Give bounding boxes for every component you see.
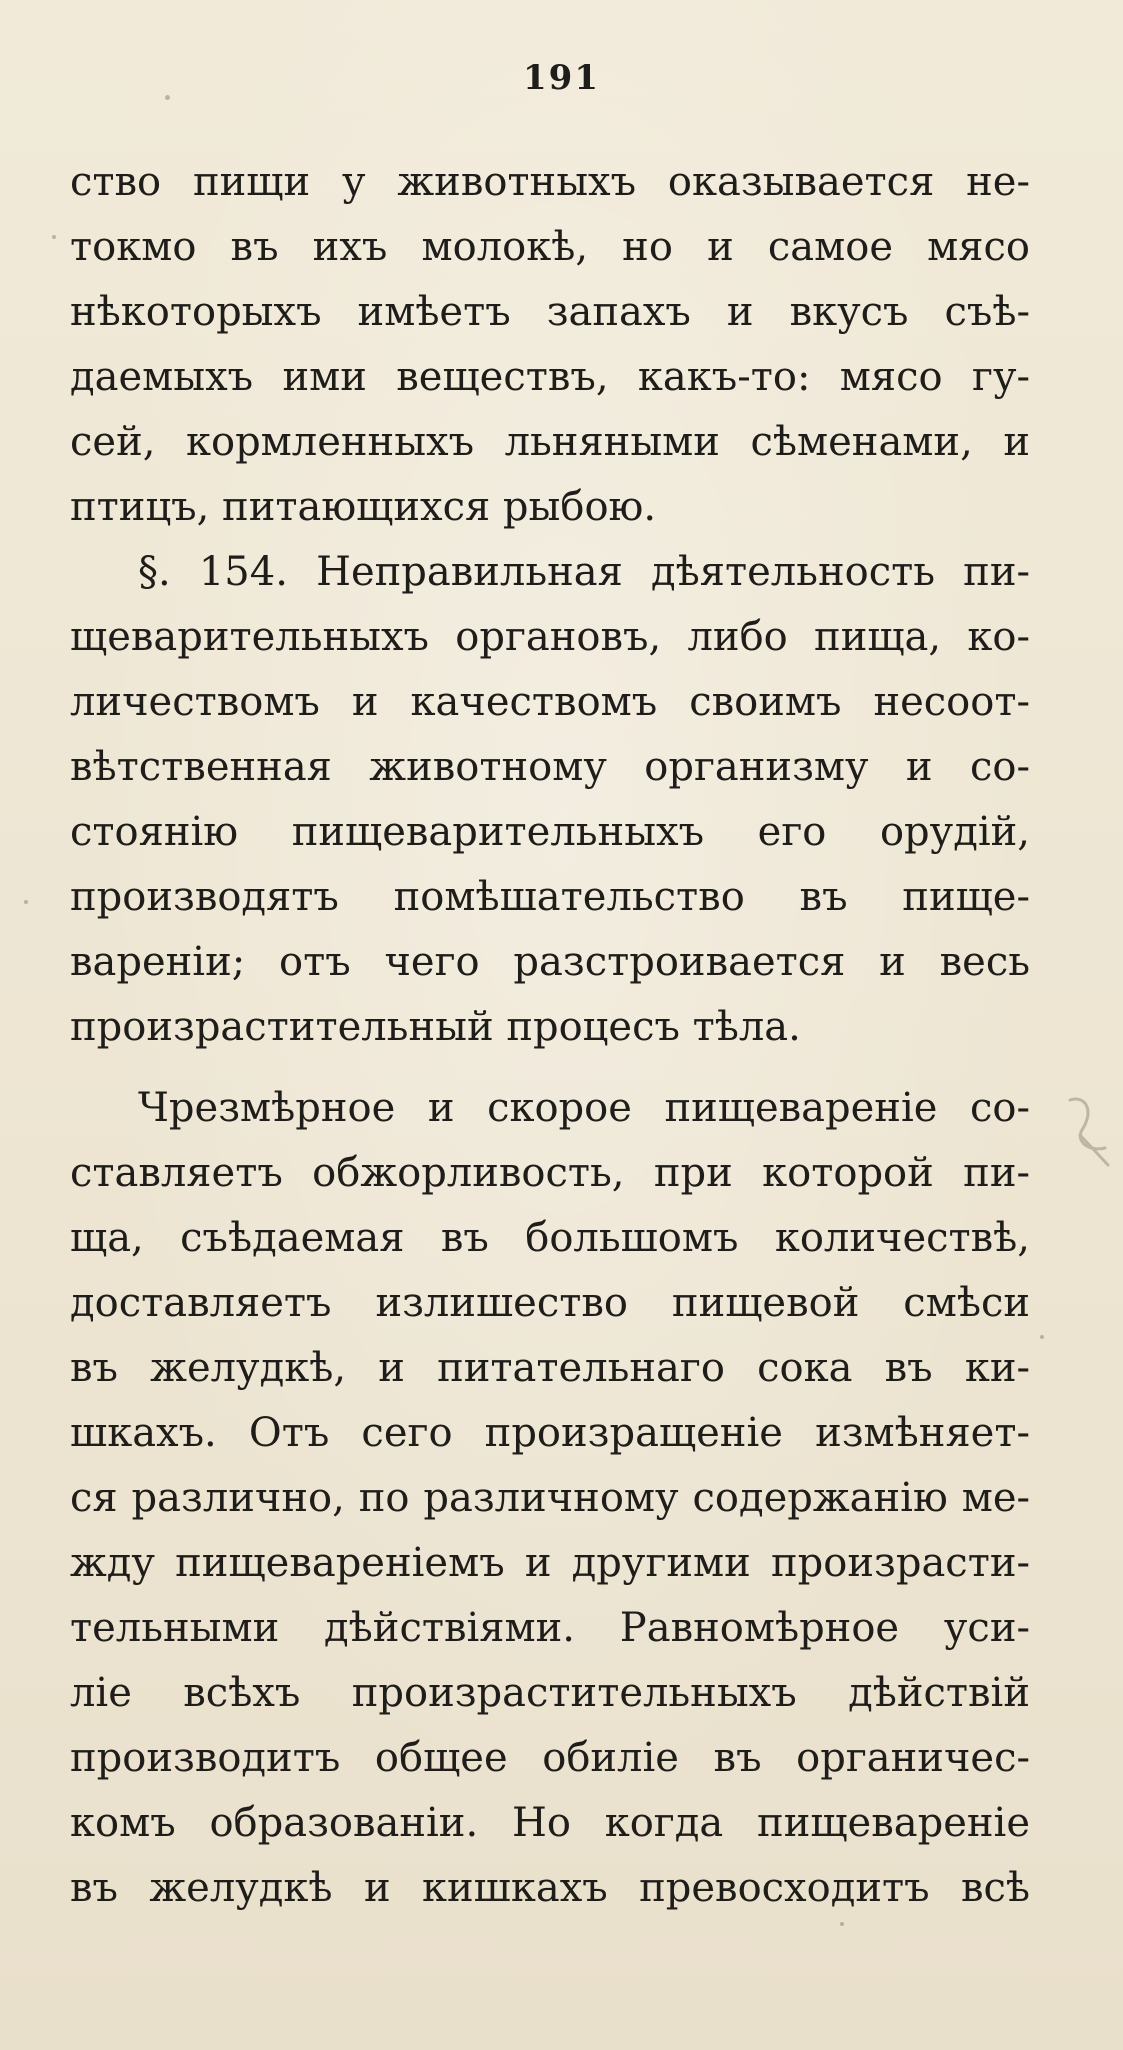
line-text: стоянію пищеварительныхъ его орудій, [70, 809, 1030, 855]
margin-pencil-mark-icon [1060, 1090, 1115, 1180]
text-line [70, 280, 1030, 345]
line-text: сей, кормленныхъ льняными сѣменами, и [70, 419, 1030, 465]
text-line [70, 1336, 1030, 1401]
text-line [70, 215, 1030, 280]
paragraph-1 [70, 150, 1030, 540]
line-text: нѣкоторыхъ имѣетъ запахъ и вкусъ съѣ- [70, 289, 1030, 335]
text-line [70, 1271, 1030, 1336]
text-line [70, 1856, 1030, 1921]
text-line [70, 1661, 1030, 1726]
line-text: жду пищевареніемъ и другими произрасти- [70, 1540, 1030, 1586]
page-number: 191 [523, 58, 600, 98]
line-text: щеварительныхъ органовъ, либо пища, ко- [70, 614, 1030, 660]
line-text: Чрезмѣрное и скорое пищевареніе со- [138, 1085, 1030, 1131]
text-line [70, 1401, 1030, 1466]
line-text: §. 154. Неправильная дѣятельность пи- [138, 549, 1030, 595]
line-text: вареніи; отъ чего разстроивается и весь [70, 939, 1030, 985]
text-line [70, 410, 1030, 475]
text-line [70, 1141, 1030, 1206]
text-line [70, 995, 1030, 1060]
text-line [70, 735, 1030, 800]
text-line [70, 1596, 1030, 1661]
text-line [70, 1791, 1030, 1856]
paper-speck [165, 95, 170, 100]
line-text: комъ образованіи. Но когда пищевареніе [70, 1800, 1030, 1846]
line-text: даемыхъ ими веществъ, какъ-то: мясо гу- [70, 354, 1030, 400]
line-text: личествомъ и качествомъ своимъ несоот- [70, 679, 1030, 725]
paragraph-3 [70, 1076, 1030, 1921]
line-text: въ желудкѣ, и питательнаго сока въ ки- [70, 1345, 1030, 1391]
text-line [70, 1206, 1030, 1271]
text-line [70, 1076, 1030, 1141]
paper-speck [24, 900, 28, 904]
line-text: произрастительный процесъ тѣла. [70, 1004, 801, 1050]
line-text: производятъ помѣшательство въ пище- [70, 874, 1030, 920]
line-text: доставляетъ излишество пищевой смѣси [70, 1280, 1030, 1326]
text-line [70, 1466, 1030, 1531]
line-text: производитъ общее обиліе въ органичес- [70, 1735, 1030, 1781]
text-line [70, 540, 1030, 605]
line-text: токмо въ ихъ молокѣ, но и самое мясо [70, 224, 1030, 270]
line-text: вѣтственная животному организму и со- [70, 744, 1030, 790]
line-text: ліе всѣхъ произрастительныхъ дѣйствій [70, 1670, 1030, 1716]
text-line [70, 930, 1030, 995]
line-text: тельными дѣйствіями. Равномѣрное уси- [70, 1605, 1030, 1651]
paper-speck [52, 235, 56, 239]
line-text: ставляетъ обжорливость, при которой пи- [70, 1150, 1030, 1196]
line-text: въ желудкѣ и кишкахъ превосходитъ всѣ [70, 1865, 1030, 1911]
text-line [70, 605, 1030, 670]
paragraph-2 [70, 540, 1030, 1060]
text-line [70, 345, 1030, 410]
line-text: ство пищи у животныхъ оказывается не- [70, 159, 1030, 205]
paper-speck [1040, 1335, 1044, 1339]
text-line [70, 1531, 1030, 1596]
line-text: птицъ, питающихся рыбою. [70, 484, 657, 530]
line-text: ся различно, по различному содержанію ме- [70, 1475, 1030, 1521]
text-line [70, 1726, 1030, 1791]
text-line [70, 150, 1030, 215]
text-line [70, 800, 1030, 865]
line-text: шкахъ. Отъ сего произращеніе измѣняет- [70, 1410, 1030, 1456]
text-line [70, 670, 1030, 735]
body-text [70, 150, 1030, 1921]
text-line [70, 475, 1030, 540]
line-text: ща, съѣдаемая въ большомъ количествѣ, [70, 1215, 1030, 1261]
paragraph-gap [70, 1060, 1030, 1076]
text-line [70, 865, 1030, 930]
paper-speck [840, 1922, 844, 1926]
